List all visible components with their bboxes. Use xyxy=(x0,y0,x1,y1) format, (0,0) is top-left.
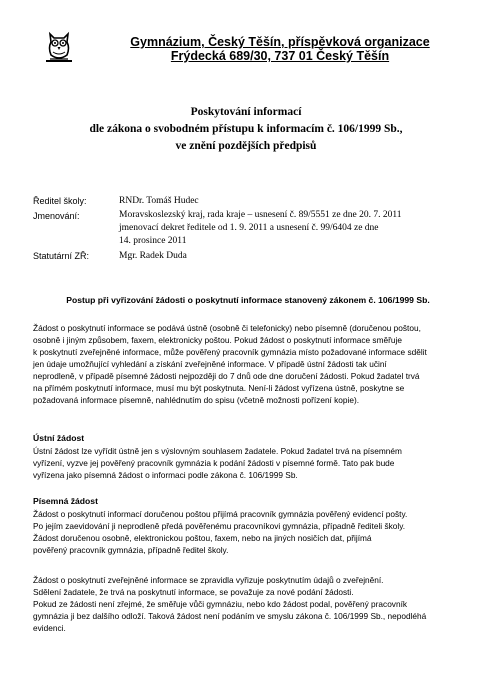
text-line: gymnázia ji bez dalšího odloží. Taková žádost není podáním ve smyslu zákona č. 106/1999 Sb., nepodléhá xyxy=(33,611,427,621)
appointment-line-1: Moravskoslezský kraj, rada kraje – usnesení č. 89/5551 ze dne 20. 7. 2011 xyxy=(119,210,402,220)
oral-paragraph xyxy=(33,445,461,481)
intro-paragraph xyxy=(33,322,461,406)
text-line: Pokud ze žádosti není zřejmé, že směřuje vůči gymnáziu, nebo kdo žádost podal, pověřený pracovník xyxy=(33,599,408,609)
text-line: Po jejím zaevidování ji neprodleně předá pověřenému pracovníkovi gymnázia, případně řediteli školy. xyxy=(33,521,406,531)
doc-title-line1: Poskytování informací xyxy=(190,106,302,118)
written-heading: Písemná žádost xyxy=(33,496,98,506)
text-line: Ústní žádost lze vyřídit ústně jen s výslovným souhlasem žadatele. Pokud žadatel trvá na písemném xyxy=(33,446,402,456)
text-line: Žádost doručenou osobně, elektronickou poštou, faxem, nebo na jiných nosičích dat, přijímá xyxy=(33,533,372,543)
oral-heading: Ústní žádost xyxy=(33,433,85,443)
director-label: Ředitel školy: xyxy=(33,196,87,206)
written-paragraph xyxy=(33,508,461,556)
text-line: neprodleně, v případě písemné žádosti nejpozději do 7 dnů ode dne doručení žádosti. Pokud žadatel trvá xyxy=(33,371,420,381)
school-address: Frýdecká 689/30, 737 01 Český Těšín xyxy=(170,49,390,63)
text-line: k poskytnutí zveřejněné informace, může pověřený pracovník gymnázia místo požadované informace sdělit xyxy=(33,347,427,357)
text-line: evidenci. xyxy=(33,623,66,633)
appointment-label: Jmenování: xyxy=(33,211,80,221)
text-line: Žádost o poskytnutí informací doručenou poštou přijímá pracovník gymnázia pověřený evidencí pošty. xyxy=(33,509,408,519)
text-line: Žádost o poskytnutí informace se podává ústně (osobně či telefonicky) nebo písemně (doručenou poštou, xyxy=(33,323,421,333)
text-line: na přímém poskytnutí informace, musí mu být poskytnuta. Není-li žádost vyřízena ústně, poskytne se xyxy=(33,383,405,393)
text-line: vyřízení, vyzve jej pověřený pracovník gymnázia k podání žádosti v písemné formě. Tato pak bude xyxy=(33,458,395,468)
text-line: jen údaje umožňující vyhledání a získání zveřejněné informace. V případě ústní žádosti tak učiní xyxy=(33,359,387,369)
statutory-label: Statutární ZŘ: xyxy=(33,251,90,261)
procedure-title: Postup při vyřizování žádosti o poskytnutí informace stanovený zákonem č. 106/1999 Sb. xyxy=(66,295,430,305)
text-line: vyřízena jako písemná žádost o informaci podle zákona č. 106/1999 Sb. xyxy=(33,470,298,480)
appointment-line-3: 14. prosince 2011 xyxy=(119,236,187,246)
text-line: pověřený pracovník gymnázia, případně ředitel školy. xyxy=(33,545,229,555)
text-line: Sdělení žadatele, že trvá na poskytnutí informace, se považuje za nové podání žádosti. xyxy=(33,587,354,597)
statutory-value: Mgr. Radek Duda xyxy=(119,251,187,261)
text-line: osobně i jiným způsobem, faxem, elektronicky poštou. Pokud žádost o poskytnutí informace směřuje xyxy=(33,335,402,345)
published-paragraph xyxy=(33,574,461,634)
text-line: požadovaná informace písemně, nahlédnutím do spisu (včetně možnosti pořízení kopie). xyxy=(33,395,360,405)
owl-logo-icon xyxy=(44,28,74,64)
text-line: Žádost o poskytnutí zveřejněné informace se zpravidla vyřizuje poskytnutím údajů o zveřejnění. xyxy=(33,575,384,585)
doc-title-line2: dle zákona o svobodném přístupu k informacím č. 106/1999 Sb., xyxy=(89,123,403,135)
doc-title-line3: ve znění pozdějších předpisů xyxy=(175,140,317,152)
director-value: RNDr. Tomáš Hudec xyxy=(119,196,199,206)
appointment-line-2: jmenovací dekret ředitele od 1. 9. 2011 a usnesení č. 99/6404 ze dne xyxy=(119,223,379,233)
school-name: Gymnázium, Český Těšín, příspěvková organizace xyxy=(130,35,430,49)
